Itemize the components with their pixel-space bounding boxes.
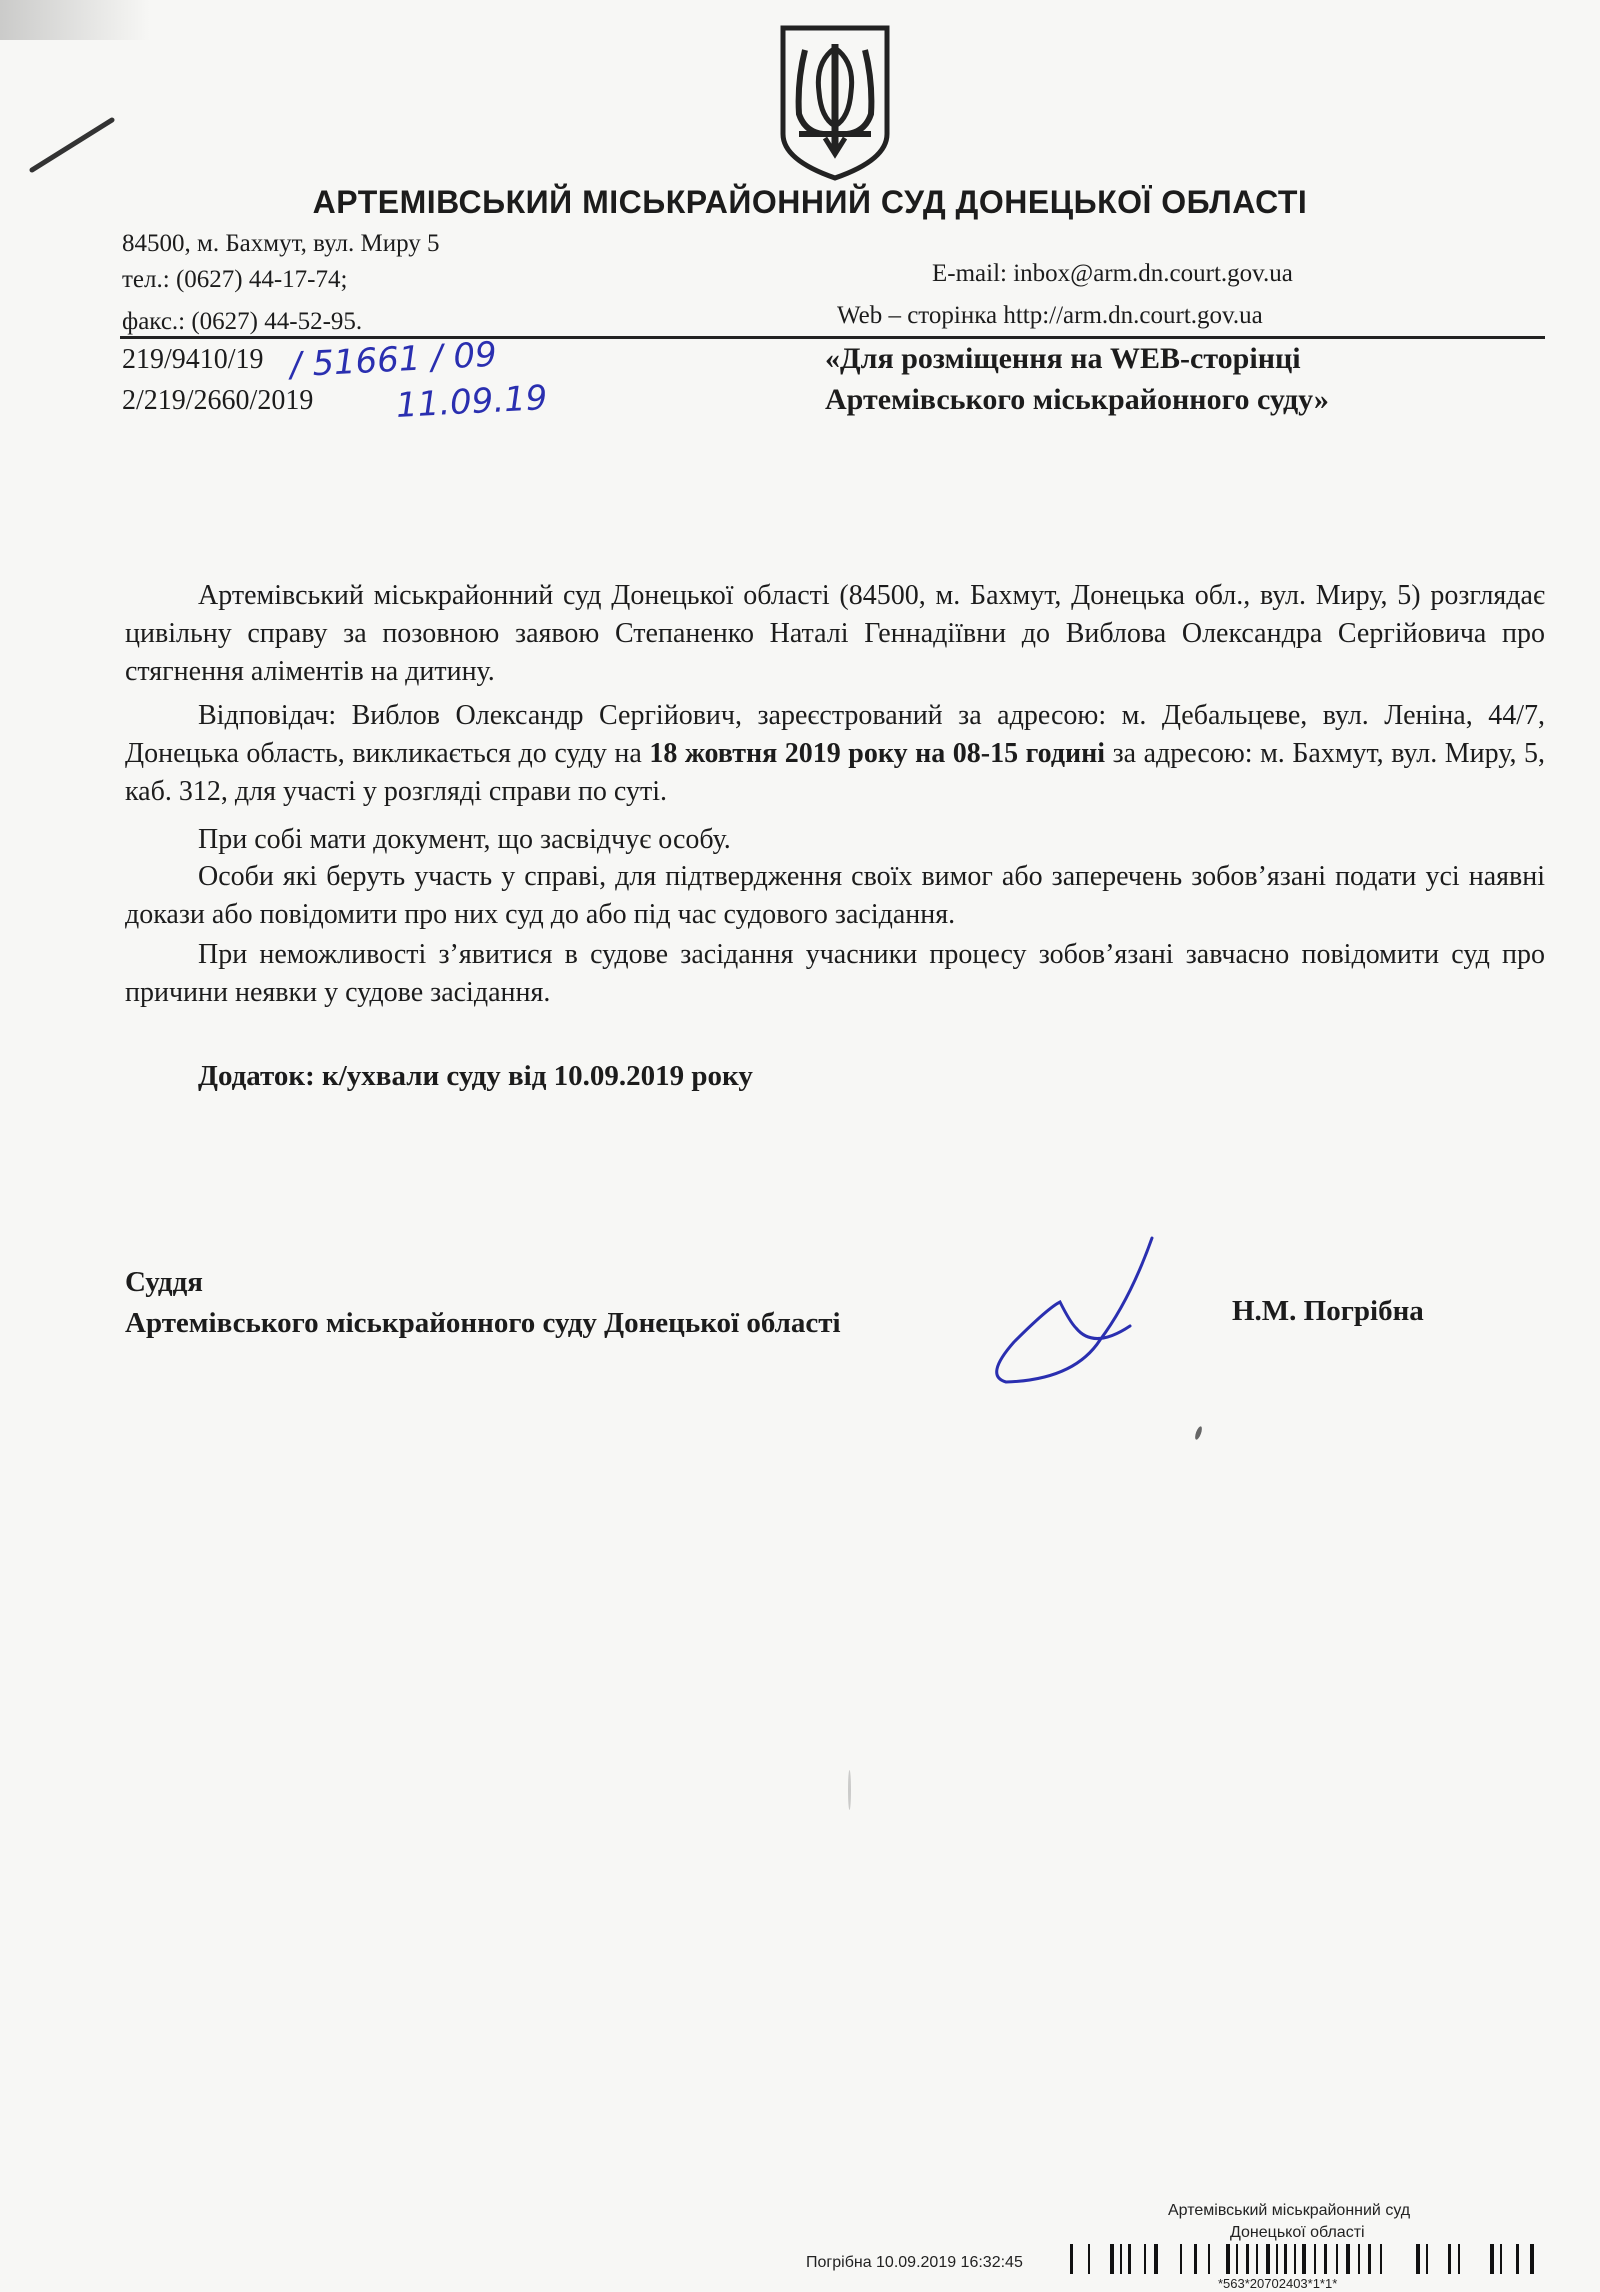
body-paragraph-absence: При неможливості з’явитися в судове засідання учасники процесу зобов’язані завчасно повідомити суд про причини неявки у судове засідання. (125, 939, 1545, 1008)
web-publication-note (825, 338, 1329, 420)
court-address: 84500, м. Бахмут, вул. Миру 5 (122, 230, 440, 257)
body-paragraph-summons (125, 697, 1545, 811)
scan-speck (1194, 1426, 1203, 1441)
body-paragraph-id: При собі мати документ, що засвідчує особу. (198, 824, 731, 855)
court-name: АРТЕМІВСЬКИЙ МІСЬКРАЙОННИЙ СУД ДОНЕЦЬКОЇ ОБЛАСТІ (312, 184, 1308, 220)
court-fax: факс.: (0627) 44-52-95. (122, 308, 363, 335)
body-paragraph-evidence: Особи які беруть участь у справі, для підтвердження своїх вимог або заперечень зобов’язані подати усі наявні докази або повідомити про них суд до або під час судового засідання. (125, 861, 1545, 930)
court-phone: тел.: (0627) 44-17-74; (122, 266, 348, 293)
appendix-note: Додаток: к/ухвали суду від 10.09.2019 року (198, 1060, 753, 1092)
judge-title-line2: Артемівського міськрайонного суду Донецької області (125, 1307, 841, 1339)
tryzub-coat-of-arms-icon (775, 22, 895, 182)
case-number: 219/9410/19 (122, 344, 264, 375)
stamp-court-line1: Артемівський міськрайонний суд (1168, 2202, 1411, 2219)
judge-name: Н.М. Погрібна (1232, 1295, 1424, 1327)
court-email: E-mail: inbox@arm.dn.court.gov.ua (932, 260, 1293, 287)
hearing-datetime: 18 жовтня 2019 року на 08-15 годині (649, 738, 1106, 769)
stamp-court-line2: Донецької області (1230, 2224, 1365, 2241)
barcode (1070, 2242, 1550, 2278)
web-note-line2: Артемівського міськрайонного суду» (825, 383, 1329, 416)
judge-title-line1: Суддя (125, 1266, 203, 1298)
court-website: Web – сторінка http://arm.dn.court.gov.ua (837, 302, 1263, 329)
pen-mark (28, 112, 118, 192)
proceeding-number: 2/219/2660/2019 (122, 385, 314, 416)
scan-speck (848, 1770, 851, 1810)
judge-title (125, 1262, 841, 1344)
handwritten-outgoing-number: / 51661 / 09 (289, 334, 498, 386)
scan-smudge (0, 0, 150, 40)
web-note-line1: «Для розміщення на WEB-сторінці (825, 342, 1301, 375)
stamp-signed-by: Погрібна 10.09.2019 16:32:45 (806, 2254, 1023, 2271)
body-paragraph-case: Артемівський міськрайонний суд Донецької області (84500, м. Бахмут, Донецька обл., вул. Миру, 5) розглядає цивільну справу за позовною заявою Степаненко Наталі Геннадіївни до Виблова Олександра Сергійовича про стягнення аліментів на дитину. (125, 580, 1545, 687)
handwritten-date: 11.09.19 (395, 378, 549, 426)
summons-text-end: за адресою: м. Бахмут, вул. Миру, 5, каб. 312, для участі у розгляді справи по суті. (125, 738, 1545, 807)
summons-text-start: Відповідач: Виблов Олександр Сергійович, зареєстрований за адресою: м. Дебальцеве, вул. Леніна, 44/7, Донецька область, викликається до суду на (125, 700, 1545, 769)
handwritten-signature (990, 1230, 1180, 1390)
barcode-code: *563*20702403*1*1* (1218, 2276, 1338, 2291)
